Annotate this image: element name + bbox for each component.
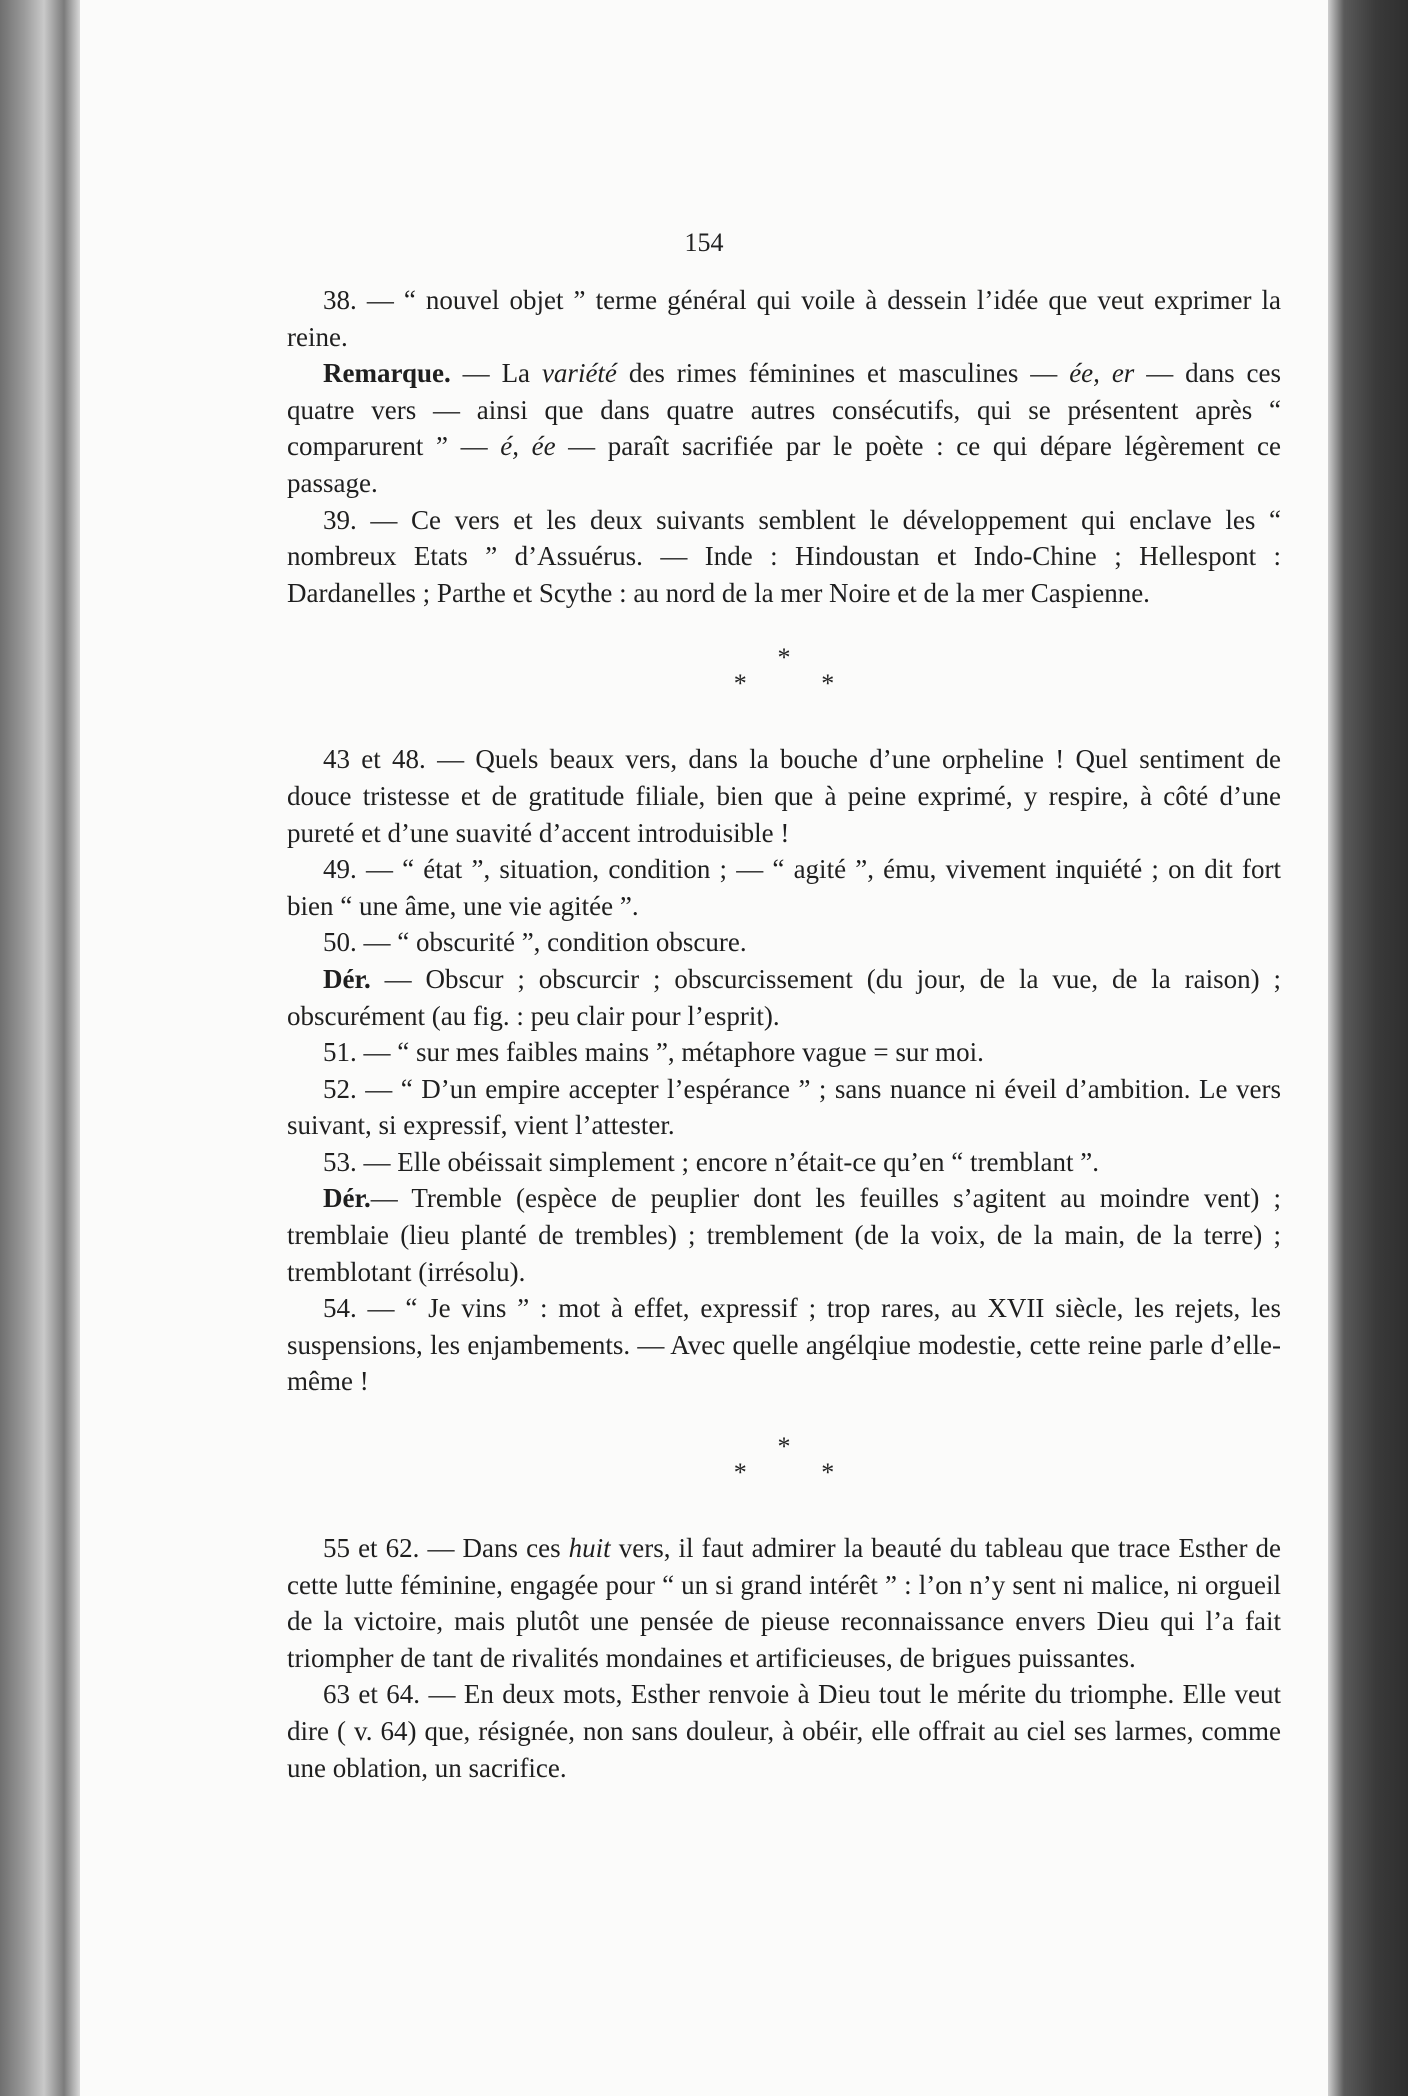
derivation-label: Dér. (323, 963, 371, 994)
note-italic: huit (568, 1533, 611, 1564)
note-54 (287, 1290, 1281, 1400)
note-text: — “ état ”, situation, condition ; — “ agité ”, ému, vivement inquiété ; on dit fort bien “ une âme, une vie agitée ”. (287, 854, 1281, 921)
remarque-text-2: des rimes féminines et masculines — (616, 358, 1070, 389)
note-text: — “ nouvel objet ” terme général qui voile à dessein l’idée que veut exprimer la reine. (287, 285, 1281, 352)
derivation-obscur (287, 961, 1281, 1034)
note-text: — Dans ces (419, 1533, 569, 1564)
separator-top: * (777, 643, 791, 673)
note-text: — “ D’un empire accepter l’espérance ” ; sans nuance ni éveil d’ambition. Le vers suivant, si expressif, vient l’attester. (287, 1073, 1281, 1141)
scan-right-edge (1328, 0, 1408, 2096)
note-number: 38. (323, 285, 357, 315)
note-text: vers, il faut admirer la beauté du tableau que trace Esther de cette lutte féminine, engagée pour “ un si grand intérêt ” : l’on n’y sent ni malice, ni orgueil de la victoire, mais plutôt une pensée de pieuse reconnaissance envers Dieu qui l’a fait triompher de tant de rivalités mondaines et artificieuses, de brigues puissantes. (287, 1533, 1281, 1673)
note-text: — Ce vers et les deux suivants semblent le développement qui enclave les “ nombreux Etats ” d’Assuérus. — Inde : Hindoustan et Indo-Chine ; Hellespont : Dardanelles ; Parthe et Scythe : au nord de la mer Noire et de la mer Caspienne. (287, 504, 1281, 608)
remarque (287, 355, 1281, 501)
section-separator (287, 1434, 1281, 1486)
note-text: — “ obscurité ”, condition obscure. (356, 927, 747, 958)
derivation-label: Dér. (323, 1183, 371, 1214)
remarque-text-4: — paraît sacrifiée par le poète : ce qui dépare légèrement ce passage. (287, 431, 1281, 498)
note-43-48 (287, 741, 1281, 851)
page-number: 154 (684, 228, 724, 257)
note-number: 53. (323, 1146, 357, 1177)
note-number: 55 et 62. (323, 1533, 420, 1564)
note-number: 51. (323, 1037, 357, 1068)
separator-bottom: * * (733, 1458, 869, 1488)
remarque-label: Remarque. (323, 358, 451, 389)
separator-top: * (777, 1432, 791, 1462)
section-separator (287, 645, 1281, 697)
note-number: 43 et 48. (323, 744, 426, 775)
page-body (287, 282, 1281, 1786)
note-63-64 (287, 1676, 1281, 1786)
note-number: 49. (323, 854, 357, 885)
note-39 (287, 502, 1281, 612)
remarque-italic-2: ée, er (1069, 358, 1135, 389)
note-51 (287, 1034, 1281, 1071)
note-52 (287, 1071, 1281, 1144)
note-49 (287, 851, 1281, 924)
note-38 (287, 282, 1281, 355)
note-number: 52. (323, 1073, 357, 1104)
separator-bottom: * * (733, 669, 869, 699)
derivation-tremble (287, 1180, 1281, 1290)
note-text: — “ sur mes faibles mains ”, métaphore vague = sur moi. (356, 1037, 984, 1068)
note-number: 54. (323, 1293, 357, 1324)
book-binding (0, 0, 80, 2096)
note-text: — Quels beaux vers, dans la bouche d’une orpheline ! Quel sentiment de douce tristesse et de gratitude filiale, bien que à peine exprimé, y respire, à côté d’une pureté et d’une suavité d’accent introduisible ! (287, 744, 1281, 848)
remarque-text-1: — La (450, 358, 542, 389)
remarque-text-3: — dans ces quatre vers — ainsi que dans quatre autres consécutifs, qui se présentent après “ comparurent ” — (287, 358, 1282, 462)
note-50 (287, 924, 1281, 961)
note-number: 63 et 64. (323, 1679, 421, 1710)
note-55-62 (287, 1530, 1281, 1676)
note-number: 50. (323, 927, 357, 958)
note-text: — Obscur ; obscurcir ; obscurcissement (du jour, de la vue, de la raison) ; obscurément (au fig. : peu clair pour l’esprit). (287, 963, 1281, 1031)
note-text: — “ Je vins ” : mot à effet, expressif ; trop rares, au XVII siècle, les rejets, les suspensions, les enjambements. — Avec quelle angélqiue modestie, cette reine parle d’elle-même ! (287, 1293, 1281, 1397)
note-text: — Tremble (espèce de peuplier dont les feuilles s’agitent au moindre vent) ; tremblaie (lieu planté de trembles) ; tremblement (de la voix, de la main, de la terre) ; tremblotant (irrésolu). (287, 1183, 1281, 1287)
remarque-italic-3: é, ée (500, 431, 556, 462)
remarque-italic-1: variété (541, 358, 617, 389)
note-53 (287, 1144, 1281, 1181)
book-page (80, 0, 1328, 2096)
note-number: 39. (323, 504, 357, 535)
note-text: — Elle obéissait simplement ; encore n’était-ce qu’en “ tremblant ”. (356, 1146, 1099, 1177)
note-text: — En deux mots, Esther renvoie à Dieu tout le mérite du triomphe. Elle veut dire ( v. 64) que, résignée, non sans douleur, à obéir, elle offrait au ciel ses larmes, comme une oblation, un sacrifice. (287, 1679, 1281, 1783)
